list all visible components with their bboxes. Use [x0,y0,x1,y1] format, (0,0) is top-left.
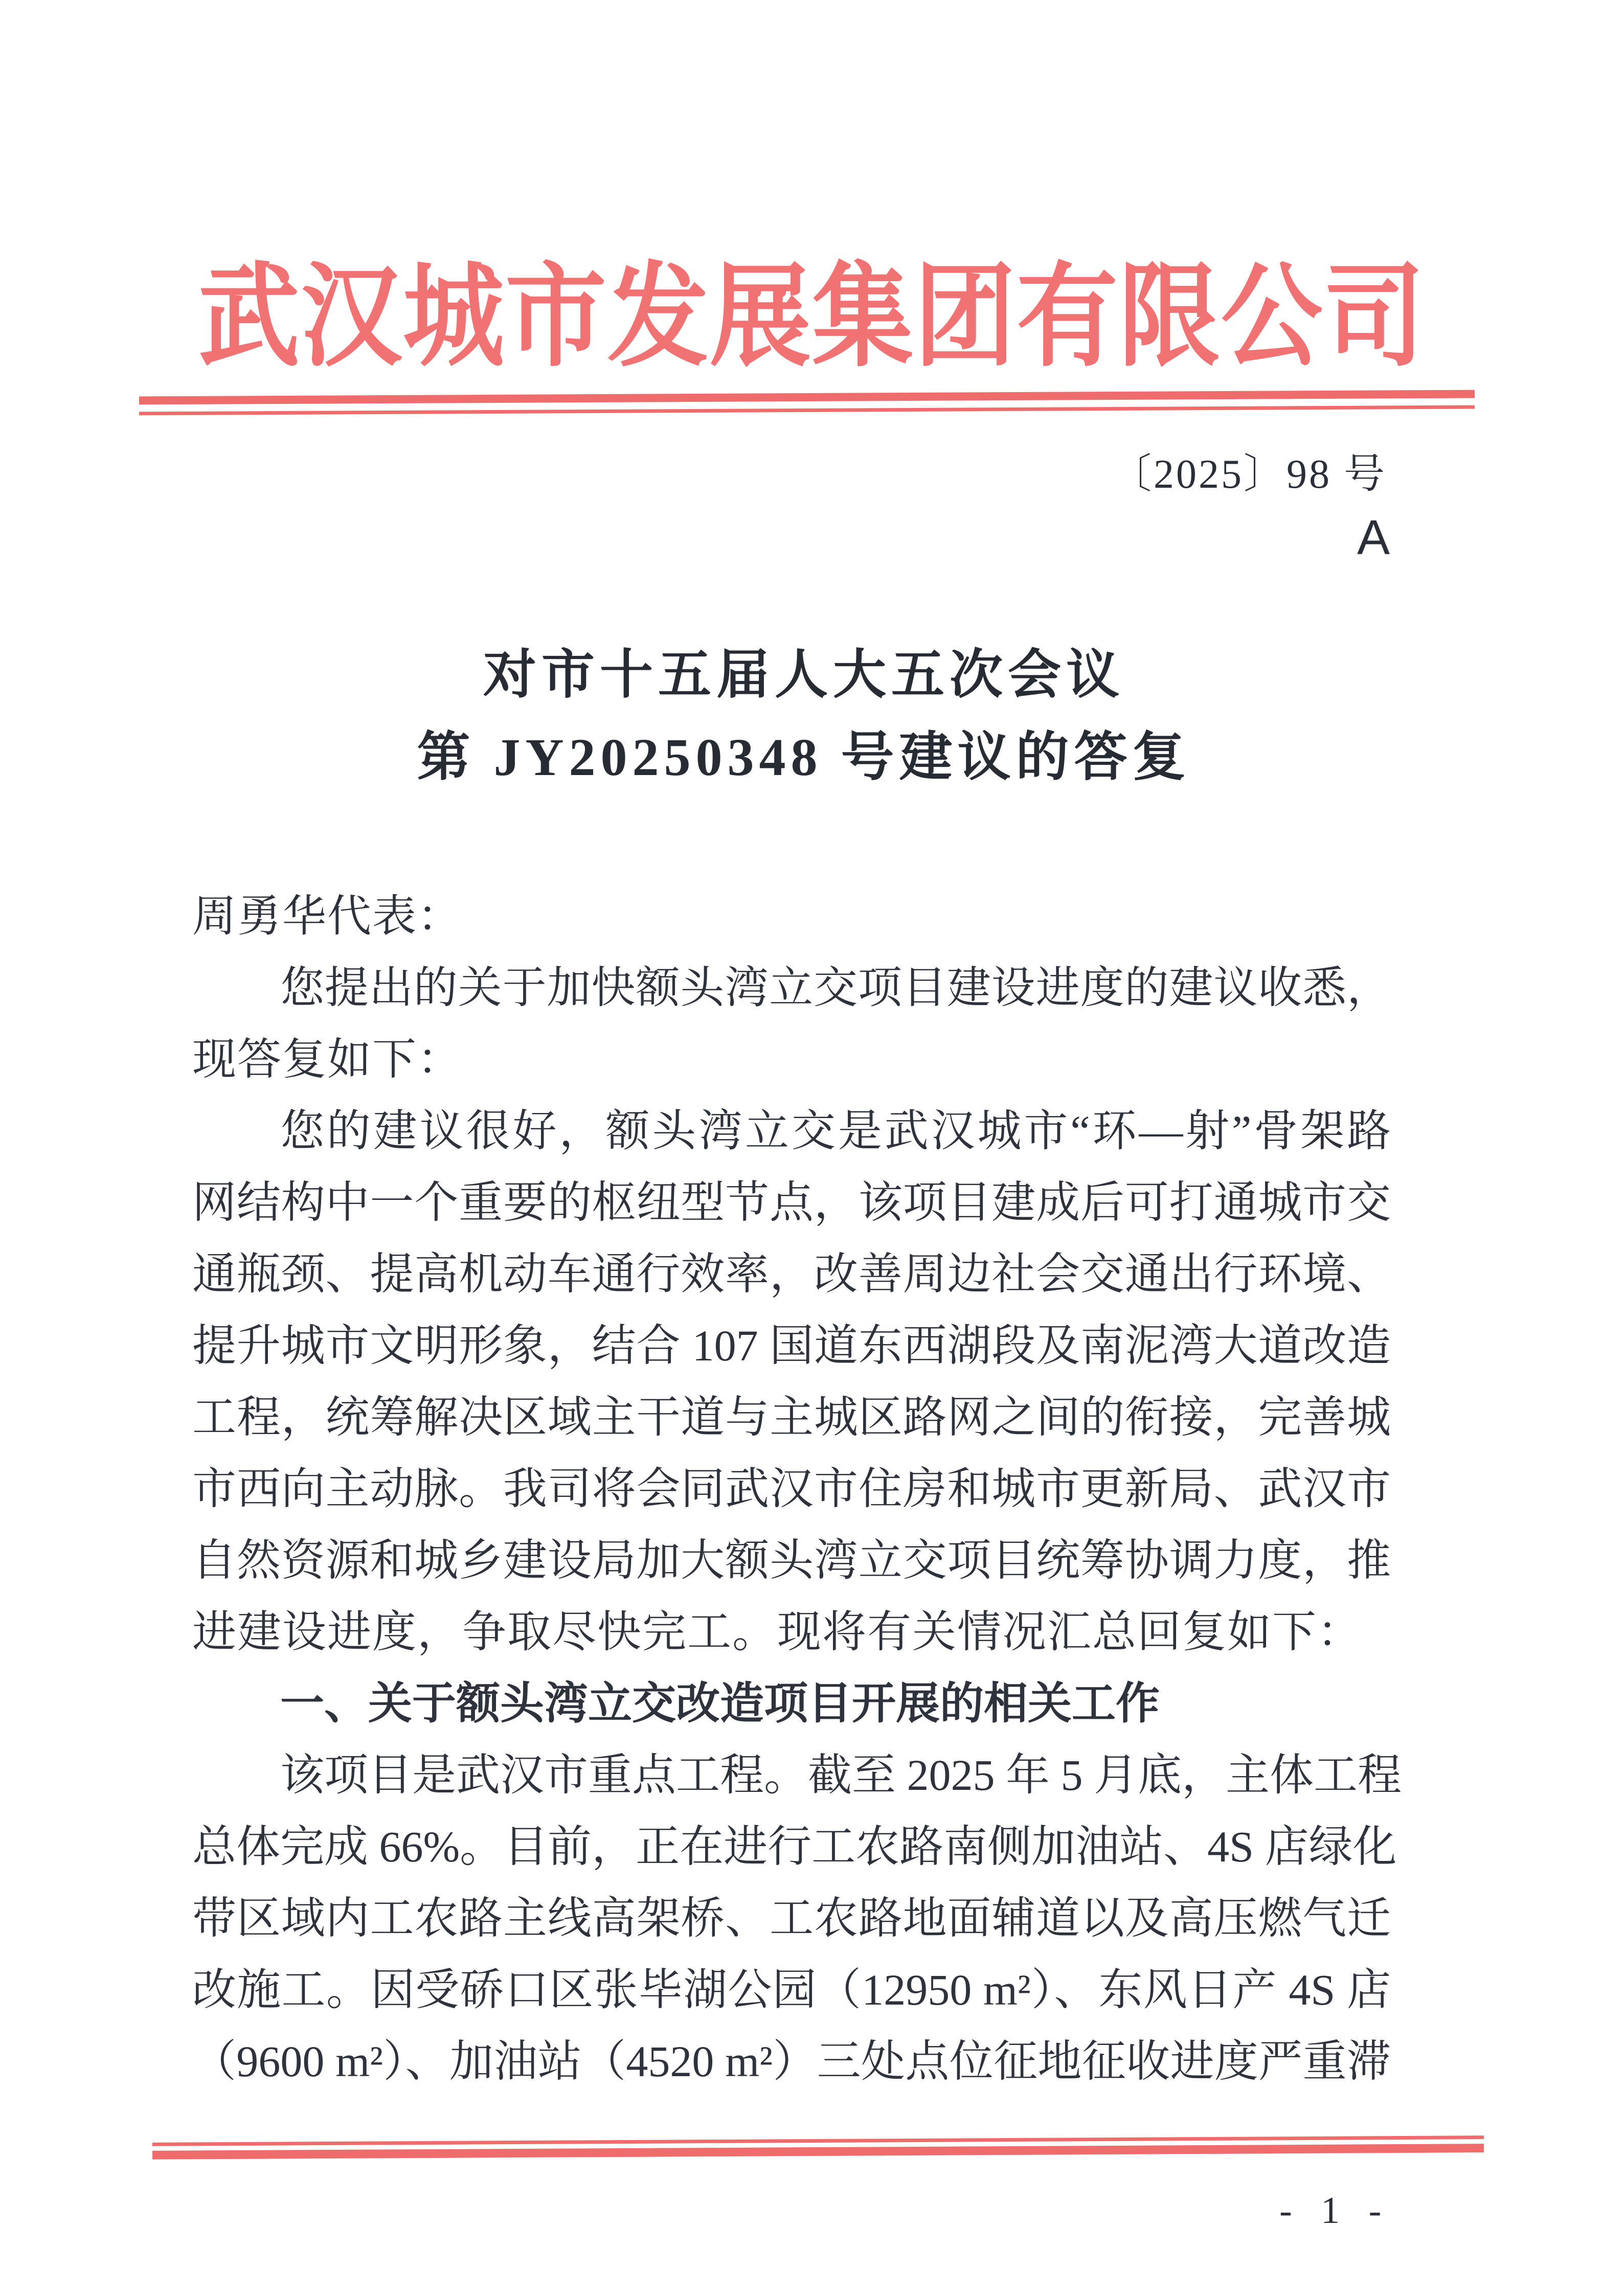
body-line: 工程，统筹解决区域主干道与主城区路网之间的衔接，完善城 [192,1393,1391,1442]
body-line: 带区域内工农路主线高架桥、工农路地面辅道以及高压燃气迁 [192,1894,1391,1943]
body-line: 改施工。因受硚口区张毕湖公园（12950 m²）、东风日产 4S 店 [192,1965,1391,2014]
body-line: 市西向主动脉。我司将会同武汉市住房和城市更新局、武汉市 [192,1464,1391,1513]
document-title-line2: 第 JY20250348 号建议的答复 [417,728,1191,787]
body-line: 现答复如下： [192,1035,462,1084]
body-line: 网结构中一个重要的枢纽型节点，该项目建成后可打通城市交 [192,1178,1391,1227]
section-heading: 一、关于额头湾立交改造项目开展的相关工作 [280,1679,1160,1728]
body-line: 总体完成 66%。目前，正在进行工农路南侧加油站、4S 店绿化 [192,1822,1397,1871]
body-line: 提升城市文明形象，结合 107 国道东西湖段及南泥湾大道改造 [192,1321,1391,1370]
document-title [0,634,1616,799]
body-line: 进建设进度，争取尽快完工。现将有关情况汇总回复如下： [192,1607,1362,1656]
footer-rule-thick [152,2144,1484,2159]
body-line: 您提出的关于加快额头湾立交项目建设进度的建议收悉， [280,963,1391,1012]
doc-number: 〔2025〕98 号 [1111,452,1387,497]
body-line: 通瓶颈、提高机动车通行效率，改善周边社会交通出行环境、 [192,1249,1391,1299]
letterhead-rule-thin [139,405,1475,416]
body-line: （9600 m²）、加油站（4520 m²）三处点位征地征收进度严重滞 [192,2037,1391,2086]
letterhead-org-title: 武汉城市发展集团有限公司 [198,255,1426,380]
body-line: 该项目是武汉市重点工程。截至 2025 年 5 月底，主体工程 [280,1751,1402,1800]
document-title-line1: 对市十五届人大五次会议 [483,646,1124,704]
letterhead-rule-thick [139,390,1475,405]
document-body [192,880,1402,2097]
body-line: 自然资源和城乡建设局加大额头湾立交项目统筹协调力度，推 [192,1536,1391,1585]
body-line: 您的建议很好，额头湾立交是武汉城市“环—射”骨架路 [280,1106,1391,1155]
reply-grade-label: A [1357,510,1390,565]
page-number: - 1 - [1279,2190,1389,2232]
salutation: 周勇华代表： [192,892,462,941]
